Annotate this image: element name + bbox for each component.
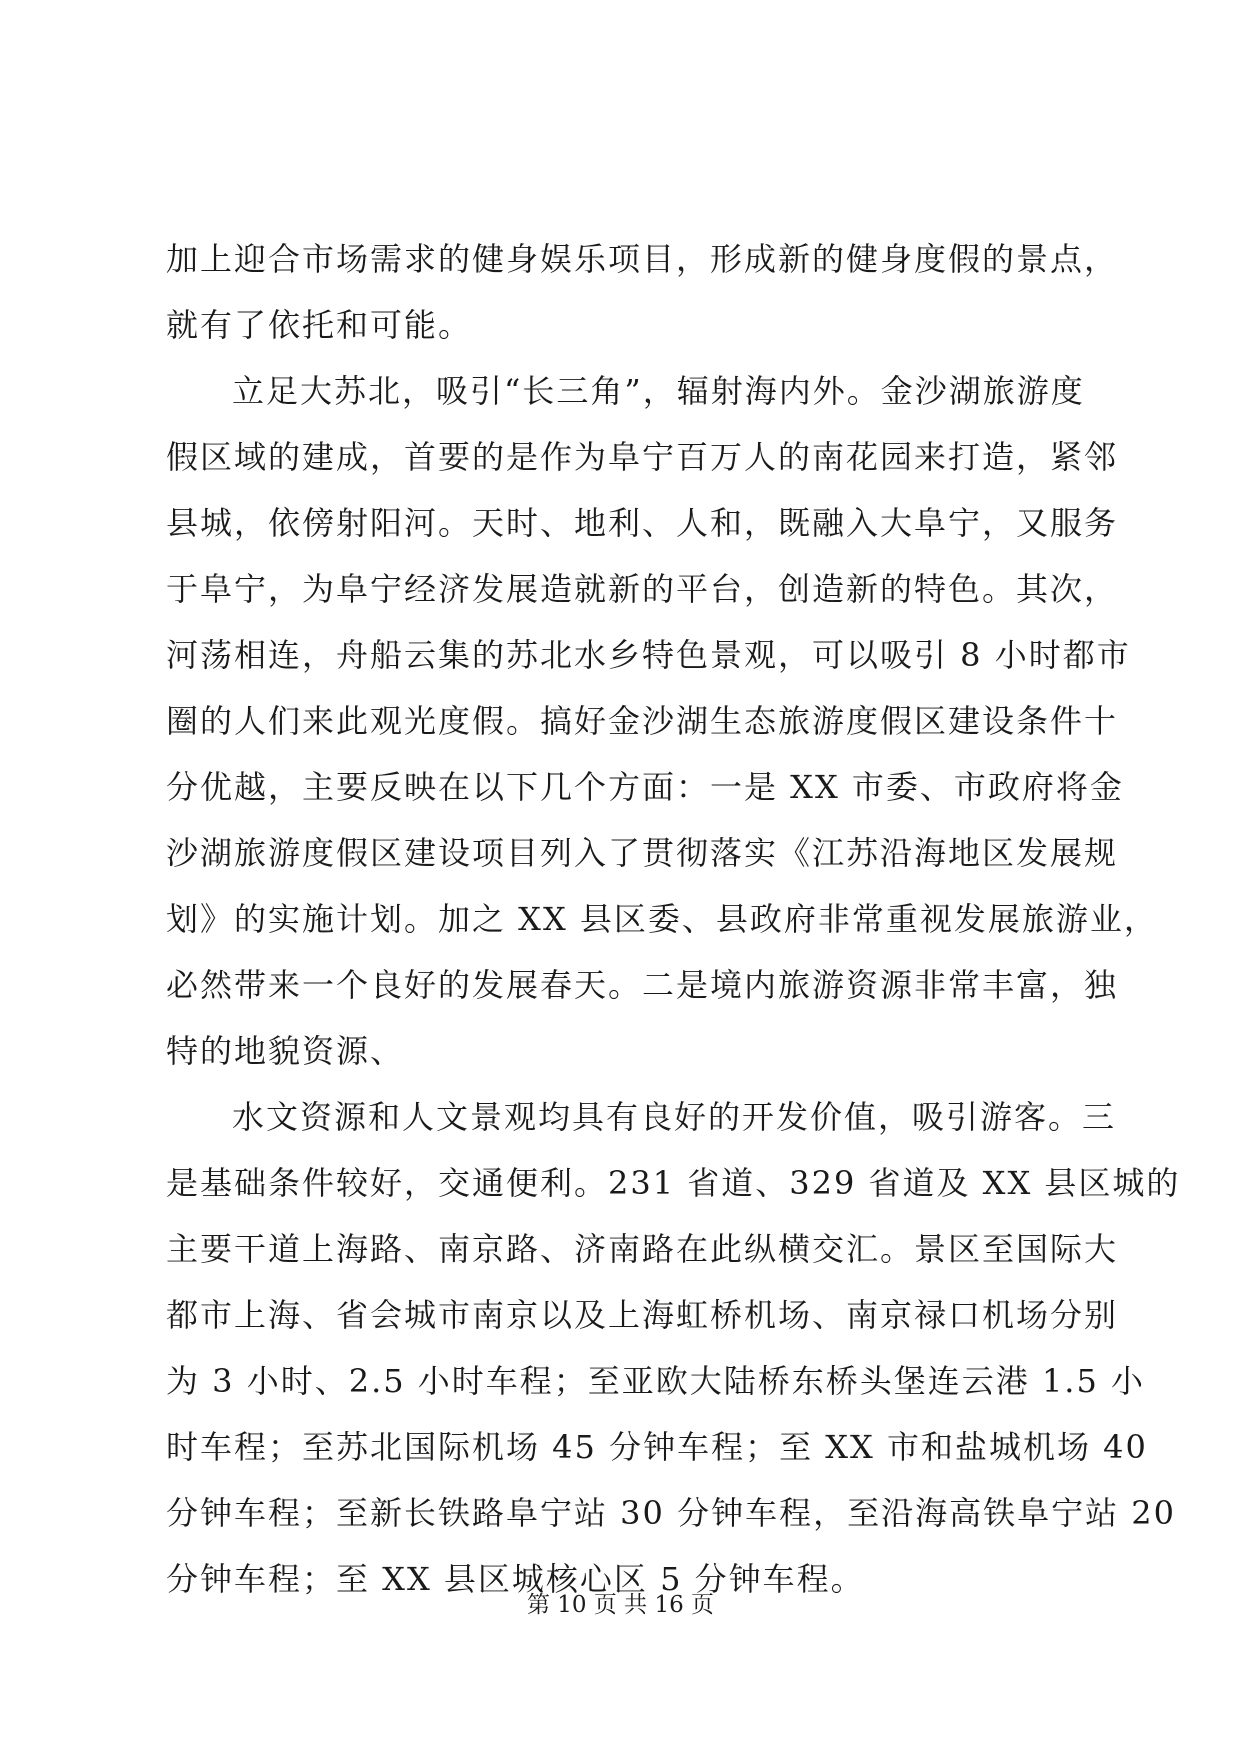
text-line: 分钟车程；至新长铁路阜宁站 30 分钟车程，至沿海高铁阜宁站 20 [166, 1494, 1176, 1532]
text-line: 时车程；至苏北国际机场 45 分钟车程；至 XX 市和盐城机场 40 [166, 1428, 1148, 1466]
paragraph-start-line: 立足大苏北，吸引“长三角”，辐射海内外。金沙湖旅游度 [232, 372, 1085, 410]
text-line: 划》的实施计划。加之 XX 县区委、县政府非常重视发展旅游业， [166, 900, 1158, 938]
paragraph-start-line: 水文资源和人文景观均具有良好的开发价值，吸引游客。三 [232, 1098, 1117, 1136]
text-line: 为 3 小时、2.5 小时车程；至亚欧大陆桥东桥头堡连云港 1.5 小 [166, 1362, 1146, 1400]
text-line: 于阜宁，为阜宁经济发展造就新的平台，创造新的特色。其次， [166, 570, 1119, 608]
text-line: 是基础条件较好，交通便利。231 省道、329 省道及 XX 县区城的 [166, 1164, 1181, 1202]
page-number-footer: 第 10 页 共 16 页 [526, 1592, 715, 1618]
text-line: 分优越，主要反映在以下几个方面：一是 XX 市委、市政府将金 [166, 768, 1124, 806]
text-line: 圈的人们来此观光度假。搞好金沙湖生态旅游度假区建设条件十 [166, 702, 1119, 740]
text-line: 沙湖旅游度假区建设项目列入了贯彻落实《江苏沿海地区发展规 [166, 834, 1119, 872]
body-text [166, 226, 1181, 1612]
text-line: 假区域的建成，首要的是作为阜宁百万人的南花园来打造，紧邻 [166, 438, 1119, 476]
text-line: 县城，依傍射阳河。天时、地利、人和，既融入大阜宁，又服务 [166, 504, 1119, 542]
text-line: 加上迎合市场需求的健身娱乐项目，形成新的健身度假的景点， [166, 240, 1119, 278]
text-line: 特的地貌资源、 [166, 1032, 405, 1070]
text-line: 主要干道上海路、南京路、济南路在此纵横交汇。景区至国际大 [166, 1230, 1119, 1268]
text-line: 必然带来一个良好的发展春天。二是境内旅游资源非常丰富，独 [166, 966, 1119, 1004]
text-line: 分钟车程；至 XX 县区城核心区 5 分钟车程。 [166, 1560, 865, 1598]
text-line: 就有了依托和可能。 [166, 306, 473, 344]
text-line: 河荡相连，舟船云集的苏北水乡特色景观，可以吸引 8 小时都市 [166, 636, 1131, 674]
text-line: 都市上海、省会城市南京以及上海虹桥机场、南京禄口机场分别 [166, 1296, 1119, 1334]
